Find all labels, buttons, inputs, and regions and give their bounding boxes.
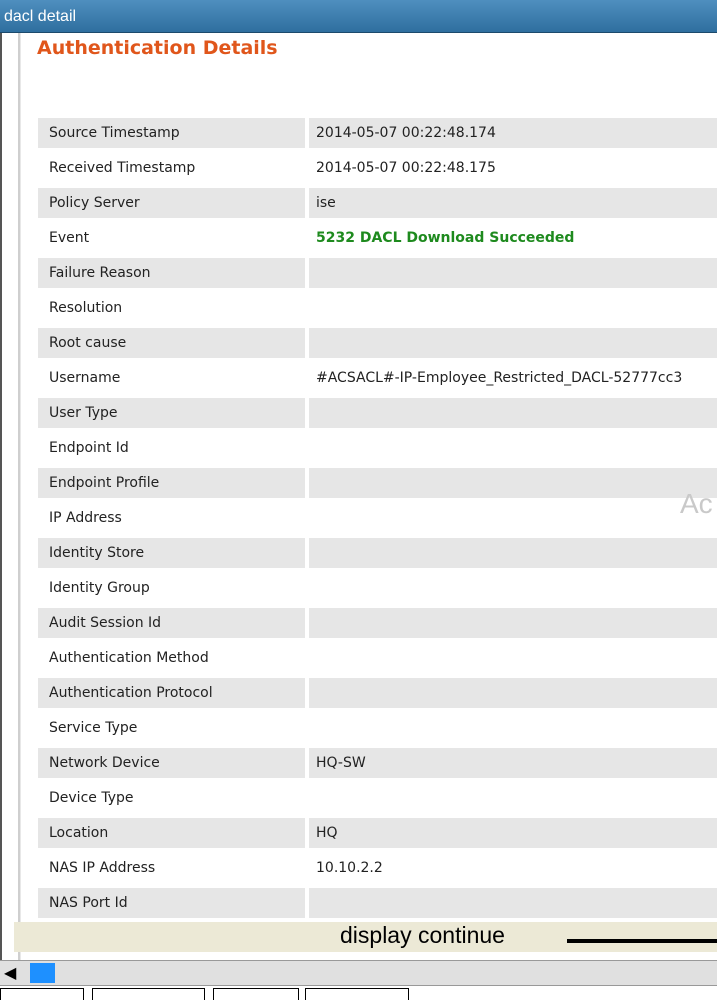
detail-value xyxy=(309,678,717,708)
detail-label: IP Address xyxy=(49,509,122,526)
detail-value: 2014-05-07 00:22:48.174 xyxy=(309,118,717,148)
frame-border xyxy=(18,33,21,960)
detail-value xyxy=(309,608,717,638)
detail-value xyxy=(309,258,717,288)
detail-value xyxy=(309,398,717,428)
detail-value: 10.10.2.2 xyxy=(316,859,383,876)
detail-label: Received Timestamp xyxy=(49,159,196,176)
detail-row xyxy=(38,500,717,535)
tab-3[interactable] xyxy=(213,988,299,1000)
detail-label: Service Type xyxy=(49,719,138,736)
detail-label: Location xyxy=(38,818,305,848)
continue-label: display continue xyxy=(340,922,505,948)
detail-row xyxy=(38,360,717,395)
detail-row xyxy=(38,640,717,675)
detail-row xyxy=(38,465,717,500)
detail-value xyxy=(309,293,717,323)
detail-value: #ACSACL#-IP-Employee_Restricted_DACL-52777cc3 xyxy=(316,369,683,386)
detail-label: Endpoint Profile xyxy=(38,468,305,498)
detail-label: Event xyxy=(49,229,90,246)
detail-row xyxy=(38,220,717,255)
detail-value xyxy=(309,433,717,463)
detail-label: Authentication Method xyxy=(49,649,209,666)
detail-label: Network Device xyxy=(38,748,305,778)
detail-row xyxy=(38,430,717,465)
detail-label: Identity Group xyxy=(49,579,150,596)
scroll-left-arrow-icon[interactable]: ◀ xyxy=(4,963,17,982)
horizontal-scrollbar[interactable] xyxy=(0,960,717,986)
detail-row xyxy=(38,815,717,850)
detail-label: Audit Session Id xyxy=(38,608,305,638)
detail-value xyxy=(309,328,717,358)
section-title: Authentication Details xyxy=(37,37,278,59)
detail-value: 5232 DACL Download Succeeded xyxy=(316,229,575,246)
detail-label: NAS IP Address xyxy=(49,859,156,876)
detail-row xyxy=(38,570,717,605)
detail-label: Source Timestamp xyxy=(38,118,305,148)
tab-2[interactable] xyxy=(92,988,205,1000)
detail-value: 2014-05-07 00:22:48.175 xyxy=(316,159,496,176)
detail-value xyxy=(309,643,717,673)
detail-value xyxy=(309,538,717,568)
detail-label: Device Type xyxy=(49,789,134,806)
detail-label: User Type xyxy=(38,398,305,428)
bottom-tabs xyxy=(0,986,717,1000)
tab-4[interactable] xyxy=(305,988,409,1000)
watermark: Ac xyxy=(680,488,713,519)
tab-1[interactable] xyxy=(0,988,84,1000)
detail-label: NAS Port Id xyxy=(38,888,305,918)
detail-value xyxy=(309,503,717,533)
detail-value: HQ xyxy=(309,818,717,848)
detail-label: Identity Store xyxy=(38,538,305,568)
detail-label: Authentication Protocol xyxy=(38,678,305,708)
detail-label: Root cause xyxy=(38,328,305,358)
detail-row xyxy=(38,325,717,360)
detail-row xyxy=(38,710,717,745)
details-frame xyxy=(0,33,717,960)
detail-label: Resolution xyxy=(49,299,123,316)
detail-row xyxy=(38,885,717,920)
scroll-thumb[interactable] xyxy=(30,963,55,983)
detail-value: HQ-SW xyxy=(309,748,717,778)
detail-value xyxy=(309,783,717,813)
detail-value xyxy=(309,468,717,498)
detail-row xyxy=(38,675,717,710)
detail-value xyxy=(309,888,717,918)
window-title: dacl detail xyxy=(0,0,717,33)
detail-label: Endpoint Id xyxy=(49,439,129,456)
detail-label: Failure Reason xyxy=(38,258,305,288)
detail-row xyxy=(38,150,717,185)
detail-row xyxy=(38,605,717,640)
detail-row xyxy=(38,115,717,150)
continue-line xyxy=(567,939,717,943)
detail-row xyxy=(38,185,717,220)
detail-label: Username xyxy=(49,369,121,386)
detail-row xyxy=(38,290,717,325)
detail-row xyxy=(38,395,717,430)
detail-row xyxy=(38,745,717,780)
detail-value xyxy=(309,573,717,603)
detail-value xyxy=(309,713,717,743)
detail-row xyxy=(38,780,717,815)
detail-label: Policy Server xyxy=(38,188,305,218)
detail-row xyxy=(38,255,717,290)
details-table xyxy=(38,115,717,955)
detail-row xyxy=(38,850,717,885)
detail-row xyxy=(38,535,717,570)
detail-value: ise xyxy=(309,188,717,218)
